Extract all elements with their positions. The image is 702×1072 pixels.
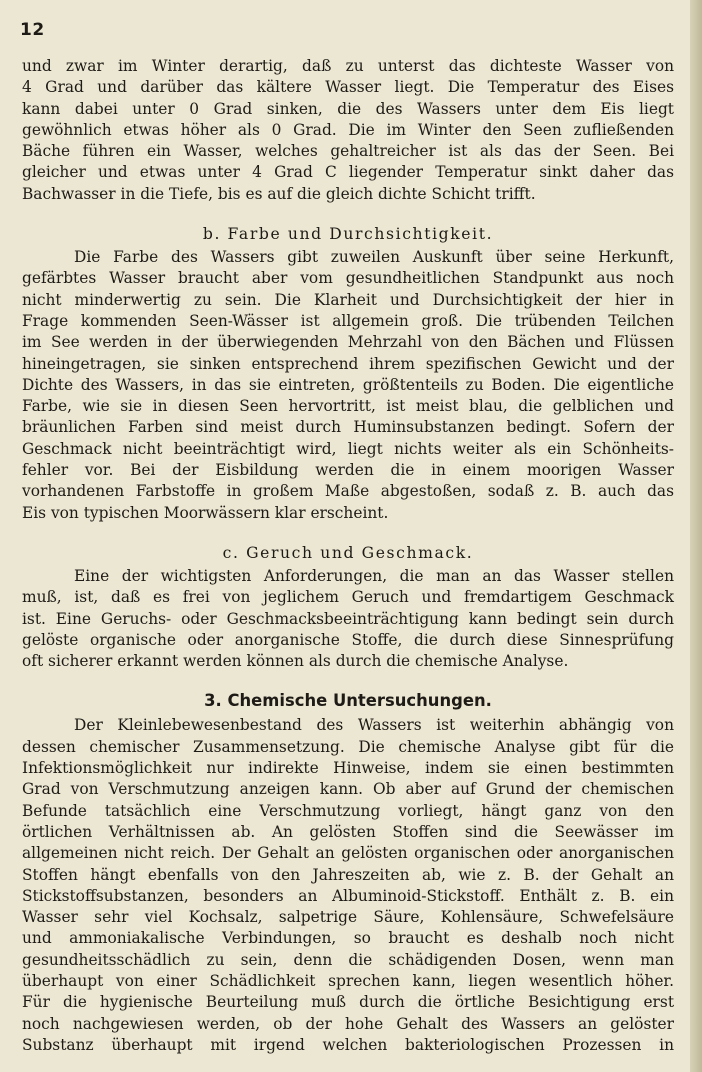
text-line: und zwar im Winter derartig, daß zu unterst das dichteste Wasser von [22, 57, 674, 75]
text-line: gefärbtes Wasser braucht aber vom gesundheitlichen Standpunkt aus noch [22, 269, 674, 288]
text-line: Bäche führen ein Wasser, welches gehaltreicher ist als das der Seen. Bei [22, 142, 674, 161]
text-line: gleicher und etwas unter 4 Grad C liegender Temperatur sinkt daher das [22, 163, 674, 182]
text-line: Stickstoffsubstanzen, besonders an Albuminoid-Stickstoff. Enthält z. B. ein [22, 886, 674, 905]
text-line: Eis von typischen Moorwässern klar erscheint. [22, 503, 389, 522]
text-line: fehler vor. Bei der Eisbildung werden die in einem moorigen Wasser [22, 461, 674, 480]
section-heading-geruch: c. Geruch und Geschmack. [222, 543, 474, 562]
text-line: Grad von Verschmutzung anzeigen kann. Ob aber auf Grund der chemischen [22, 780, 674, 799]
text-line: oft sicherer erkannt werden können als durch die chemische Analyse. [22, 652, 569, 671]
text-line: Frage kommenden Seen-Wässer ist allgemein groß. Die trübenden Teilchen [22, 311, 674, 330]
text-line: gesundheitsschädlich zu sein, denn die schädigenden Dosen, wenn man [22, 950, 674, 969]
text-line: Infektionsmöglichkeit nur indirekte Hinweise, indem sie einen bestimmten [22, 759, 674, 778]
text-line: Eine der wichtigsten Anforderungen, die man an das Wasser stellen [74, 566, 674, 585]
text-line: Stoffen hängt ebenfalls von den Jahreszeiten ab, wie z. B. der Gehalt an [22, 865, 674, 884]
intro-paragraph [22, 56, 674, 205]
text-line: im See werden in der überwiegenden Mehrzahl von den Bächen und Flüssen [22, 333, 674, 352]
text-line: vorhandenen Farbstoffe in großem Maße abgestoßen, sodaß z. B. auch das [22, 482, 674, 501]
text-line: Dichte des Wassers, in das sie eintreten, größtenteils zu Boden. Die eigentliche [22, 375, 674, 394]
text-line: Der Kleinlebewesenbestand des Wassers ist weiterhin abhängig von [74, 716, 674, 735]
text-line: allgemeinen nicht reich. Der Gehalt an gelösten organischen oder anorganischen [22, 844, 674, 863]
text-line: dessen chemischer Zusammensetzung. Die chemische Analyse gibt für die [22, 737, 674, 756]
chemische-paragraph [22, 715, 674, 1056]
text-line: noch nachgewiesen werden, ob der hohe Gehalt des Wassers an gelöster [22, 1014, 674, 1033]
text-line: bräunlichen Farben sind meist durch Huminsubstanzen bedingt. Sofern der [22, 418, 674, 437]
page-number: 12 [20, 20, 45, 40]
text-line: gewöhnlich etwas höher als 0 Grad. Die im Winter den Seen zufließenden [22, 120, 674, 139]
text-line: hineingetragen, sie sinken entsprechend ihrem spezifischen Gewicht und der [22, 354, 674, 373]
text-line: nicht minderwertig zu sein. Die Klarheit und Durchsichtigkeit der hier in [22, 290, 674, 309]
text-line: überhaupt von einer Schädlichkeit sprechen kann, liegen wesentlich höher. [22, 971, 674, 990]
geruch-paragraph [22, 566, 674, 672]
text-line: 4 Grad und darüber das kältere Wasser liegt. Die Temperatur des Eises [22, 78, 674, 97]
text-line: Befunde tatsächlich eine Verschmutzung vorliegt, hängt ganz von den [22, 801, 674, 820]
text-line: Substanz überhaupt mit irgend welchen bakteriologischen Prozessen in [22, 1035, 674, 1054]
text-line: muß, ist, daß es frei von jeglichem Geruch und fremdartigem Geschmack [22, 588, 674, 607]
text-line: Für die hygienische Beurteilung muß durch die örtliche Besichtigung erst [22, 993, 674, 1012]
section-heading-chemische: 3. Chemische Untersuchungen. [204, 691, 492, 711]
text-line: kann dabei unter 0 Grad sinken, die des Wassers unter dem Eis liegt [22, 99, 674, 118]
text-line: Wasser sehr viel Kochsalz, salpetrige Säure, Kohlensäure, Schwefelsäure [22, 908, 674, 927]
text-line: örtlichen Verhältnissen ab. An gelösten Stoffen sind die Seewässer im [22, 822, 674, 841]
text-line: gelöste organische oder anorganische Stoffe, die durch diese Sinnesprüfung [22, 630, 674, 649]
text-line: Geschmack nicht beeinträchtigt wird, liegt nichts weiter als ein Schönheits- [22, 439, 674, 458]
text-line: Die Farbe des Wassers gibt zuweilen Auskunft über seine Herkunft, [74, 248, 674, 267]
page-edge [690, 0, 702, 1072]
text-line: und ammoniakalische Verbindungen, so braucht es deshalb noch nicht [22, 929, 674, 948]
text-line: Farbe, wie sie in diesen Seen hervortritt, ist meist blau, die gelblichen und [22, 397, 674, 416]
text-line: ist. Eine Geruchs- oder Geschmacksbeeinträchtigung kann bedingt sein durch [22, 609, 674, 628]
page-content [22, 56, 674, 1056]
text-line: Bachwasser in die Tiefe, bis es auf die gleich dichte Schicht trifft. [22, 184, 536, 203]
section-heading-farbe: b. Farbe und Durchsichtigkeit. [202, 225, 494, 244]
farbe-paragraph [22, 247, 674, 524]
